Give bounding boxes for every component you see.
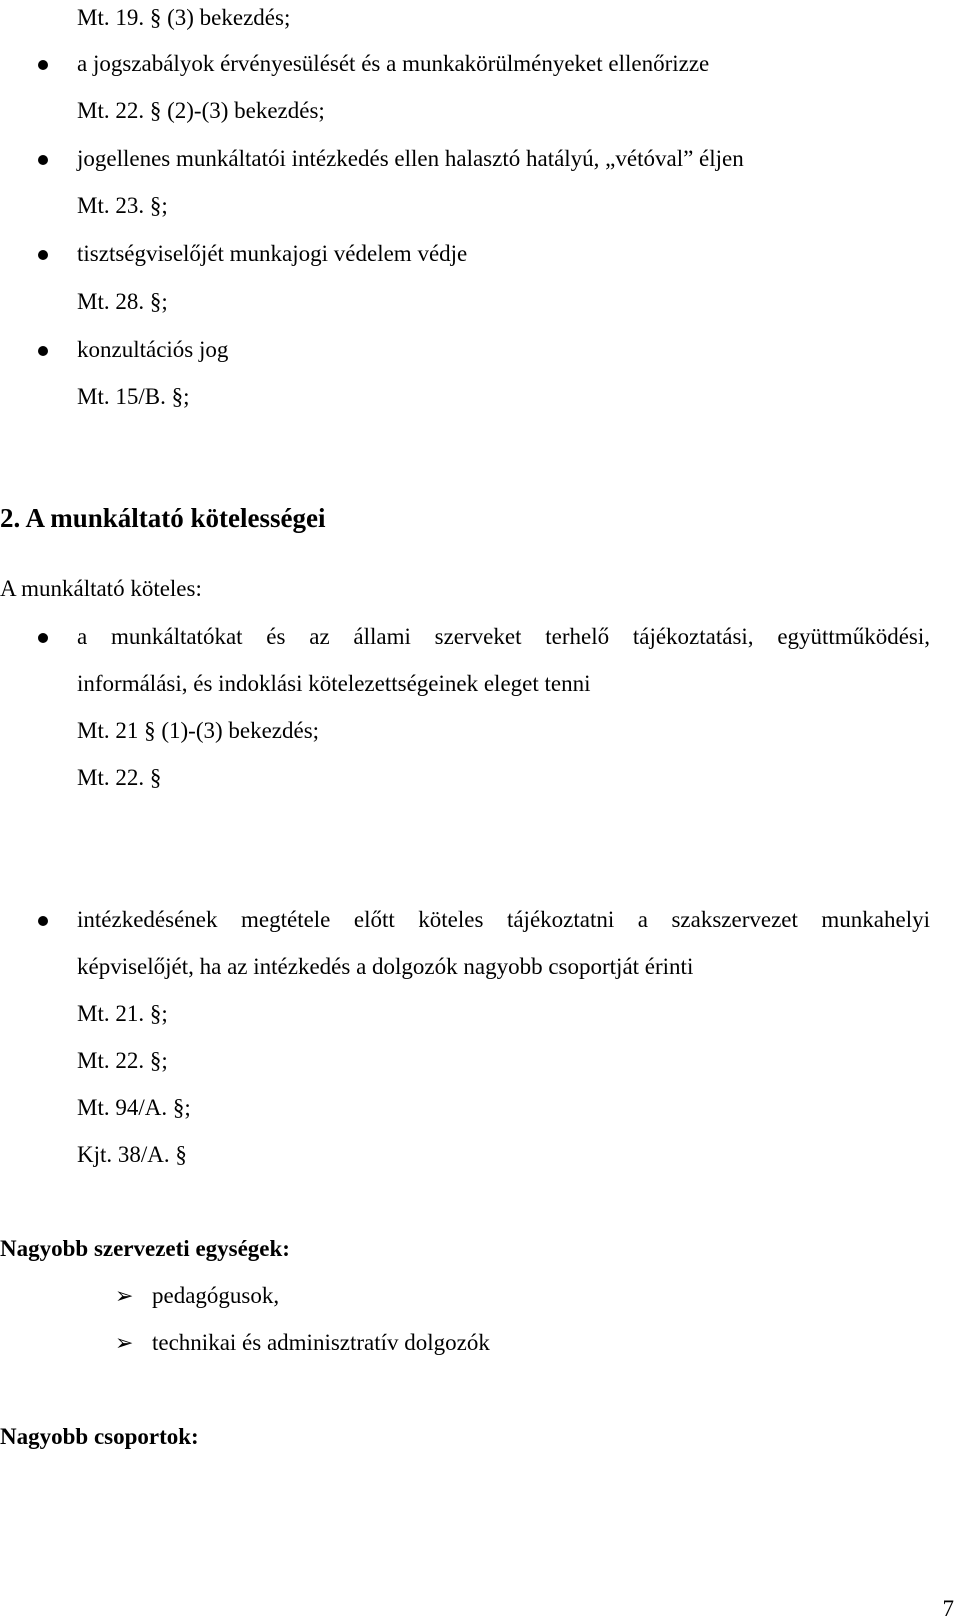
list-item: intézkedésének megtétele előtt köteles tájékoztatni a szakszervezet munkahelyi [77, 907, 930, 932]
list-item: tisztségviselőjét munkajogi védelem védje [77, 241, 468, 266]
groups-heading: Nagyobb csoportok: [0, 1424, 199, 1449]
ref-line: Mt. 15/B. §; [77, 384, 190, 409]
list-item-continuation: informálási, és indoklási kötelezettségeinek eleget tenni [77, 671, 591, 696]
ref-line: Mt. 22. § (2)-(3) bekezdés; [77, 98, 325, 123]
list-item: a munkáltatókat és az állami szerveket terhelő tájékoztatási, együttműködési, [77, 624, 930, 649]
ref-line: Mt. 21 § (1)-(3) bekezdés; [77, 718, 320, 743]
arrowhead-bullet-icon: ➢ [115, 1283, 134, 1308]
ref-line: Mt. 94/A. §; [77, 1095, 191, 1120]
section-heading: 2. A munkáltató kötelességei [0, 503, 326, 533]
ref-line: Kjt. 38/A. § [77, 1142, 187, 1167]
sub-list-item: pedagógusok, [152, 1283, 280, 1308]
intro-text: A munkáltató köteles: [0, 576, 202, 601]
bullet-icon [38, 346, 48, 356]
sub-list-item: technikai és adminisztratív dolgozók [152, 1330, 490, 1355]
list-item: konzultációs jog [77, 337, 229, 362]
ref-line: Mt. 22. §; [77, 1048, 168, 1073]
units-heading: Nagyobb szervezeti egységek: [0, 1236, 290, 1261]
list-item: a jogszabályok érvényesülését és a munkakörülményeket ellenőrizze [77, 51, 710, 76]
arrowhead-bullet-icon: ➢ [115, 1330, 134, 1355]
page-number: 7 [942, 1596, 954, 1621]
ref-line: Mt. 23. §; [77, 193, 168, 218]
bullet-icon [38, 155, 48, 165]
ref-line: Mt. 19. § (3) bekezdés; [77, 5, 291, 30]
ref-line: Mt. 21. §; [77, 1001, 168, 1026]
list-item: jogellenes munkáltatói intézkedés ellen halasztó hatályú, „vétóval” éljen [77, 146, 744, 171]
ref-line: Mt. 28. §; [77, 289, 168, 314]
bullet-icon [38, 250, 48, 260]
list-item-continuation: képviselőjét, ha az intézkedés a dolgozók nagyobb csoportját érinti [77, 954, 694, 979]
bullet-icon [38, 633, 48, 643]
ref-line: Mt. 22. § [77, 765, 162, 790]
bullet-icon [38, 916, 48, 926]
bullet-icon [38, 60, 48, 70]
